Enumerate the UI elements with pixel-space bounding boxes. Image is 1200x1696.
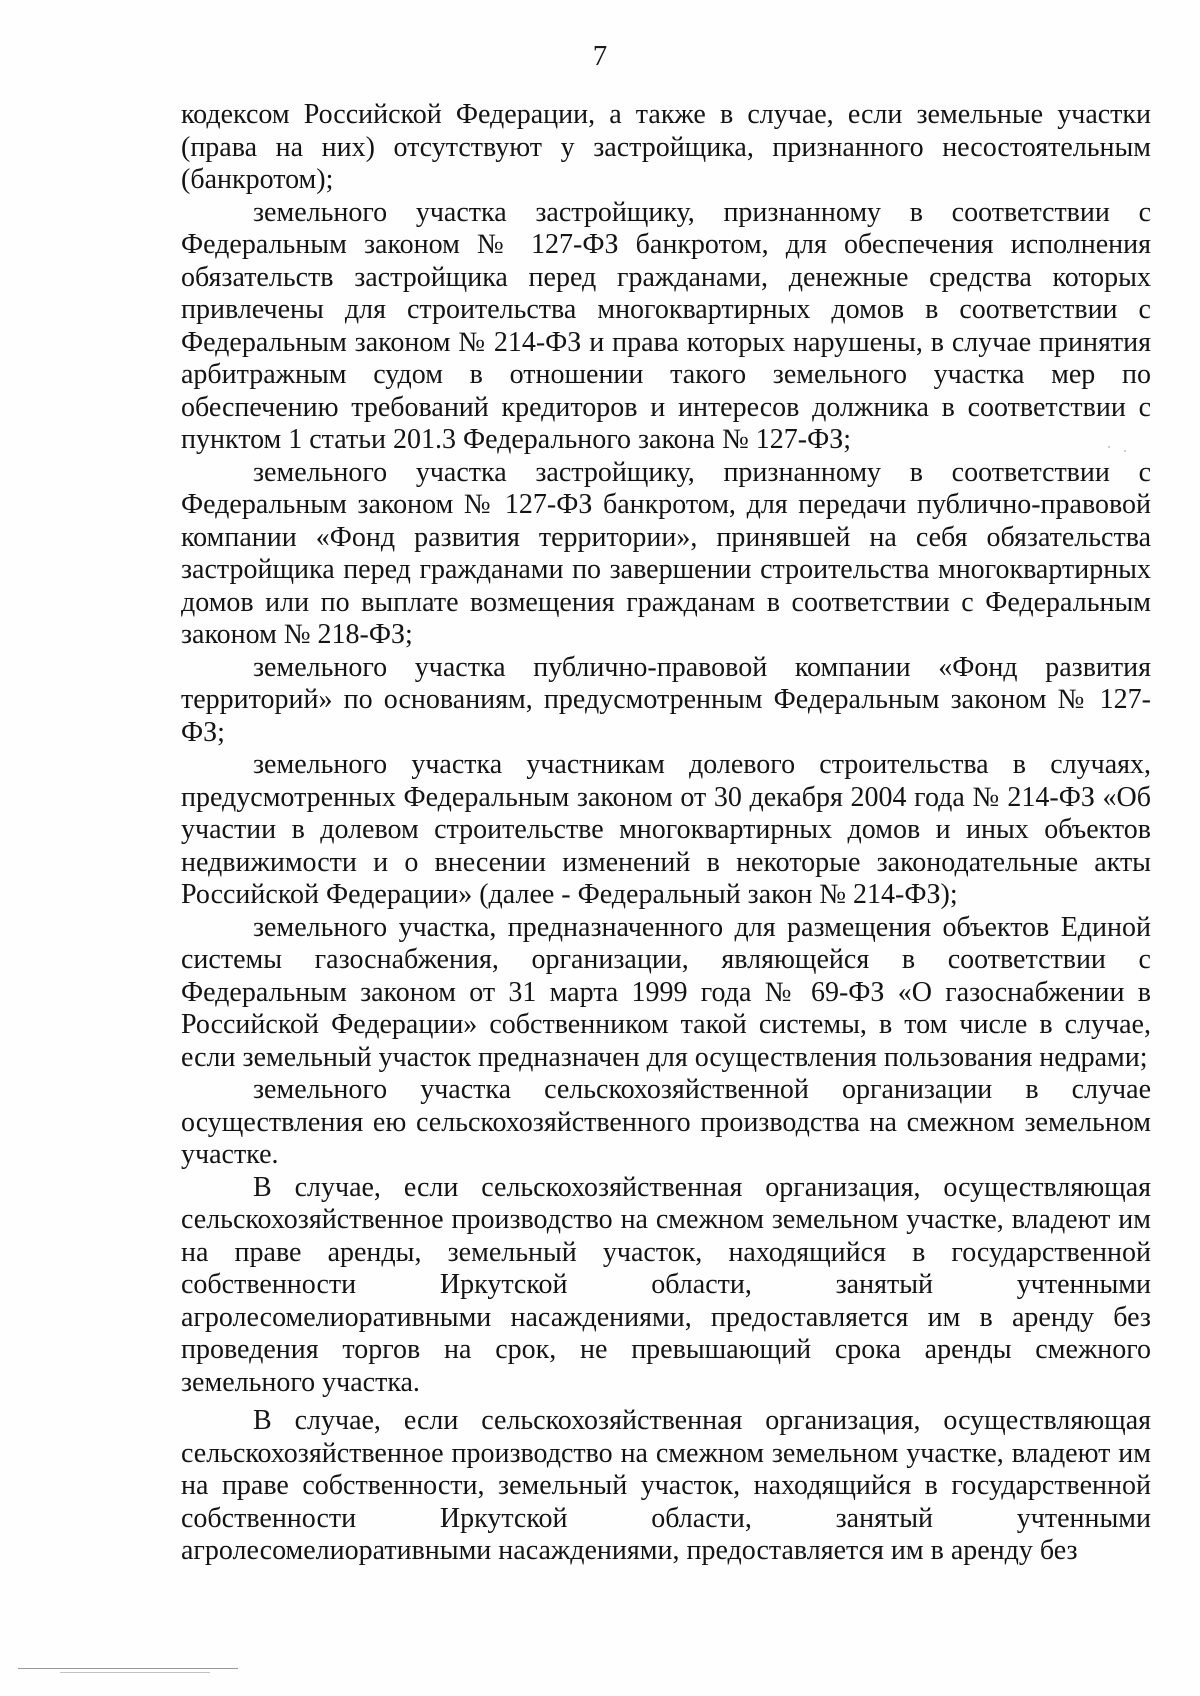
scan-artifact-line [60, 1672, 210, 1673]
paragraph-continuation: кодексом Российской Федерации, а также в случае, если земельные участки (права на них) отсутствуют у застройщика, признанного несостоятельным (банкротом); [181, 99, 1151, 195]
paragraph-lease-case: В случае, если сельскохозяйственная организация, осуществляющая сельскохозяйственное производство на смежном земельном участке, владеют им на праве аренды, земельный участок, находящийся в государственной собственности Иркутской области, занятый учтенными агролесомелиоративными насаждениями, предоставляется им в аренду без проведения торгов на срок, не превышающий срока аренды смежного земельного участка. [181, 1171, 1151, 1398]
paragraph-shared-construction-participants: земельного участка участникам долевого строительства в случаях, предусмотренных Федеральным законом от 30 декабря 2004 года № 214-ФЗ «Об участии в долевом строительстве многоквартирных домов и иных объектов недвижимости и о внесении изменений в некоторые законодательные акты Российской Федерации» (далее - Федеральный закон № 214-ФЗ); [181, 749, 1151, 910]
paragraph-agricultural-organization: земельного участка сельскохозяйственной организации в случае осуществления ею сельскохозяйственного производства на смежном земельном участке. [181, 1074, 1151, 1170]
paragraph-bankrupt-developer-fund-transfer: земельного участка застройщику, признанному в соответствии с Федеральным законом № 127-ФЗ банкротом, для передачи публично-правовой компании «Фонд развития территории», принявшей на себя обязательства застройщика перед гражданами по завершении строительства многоквартирных домов или по выплате возмещения гражданам в соответствии с Федеральным законом № 218-ФЗ; [181, 456, 1151, 650]
page-number: 7 [592, 40, 608, 72]
scan-artifact-line [18, 1668, 238, 1669]
scan-speck [1108, 446, 1110, 448]
scan-speck [1124, 450, 1126, 452]
paragraph-bankrupt-developer-obligations: земельного участка застройщику, признанному в соответствии с Федеральным законом № 127-ФЗ банкротом, для обеспечения исполнения обязательств застройщика перед гражданами, денежные средства которых привлечены для строительства многоквартирных домов в соответствии с Федеральным законом № 214-ФЗ и права которых нарушены, в случае принятия арбитражным судом в отношении такого земельного участка мер по обеспечению требований кредиторов и интересов должника в соответствии с пунктом 1 статьи 201.3 Федерального закона № 127-ФЗ; [181, 196, 1151, 455]
paragraph-ownership-case: В случае, если сельскохозяйственная организация, осуществляющая сельскохозяйственное производство на смежном земельном участке, владеют им на праве собственности, земельный участок, находящийся в государственной собственности Иркутской области, занятый учтенными агролесомелиоративными насаждениями, предоставляется им в аренду без [181, 1405, 1151, 1566]
paragraph-gas-supply-system: земельного участка, предназначенного для размещения объектов Единой системы газоснабжения, организации, являющейся в соответствии с Федеральным законом от 31 марта 1999 года № 69-ФЗ «О газоснабжении в Российской Федерации» собственником такой системы, в том числе в случае, если земельный участок предназначен для осуществления пользования недрами; [181, 911, 1151, 1073]
document-body [181, 99, 1151, 1568]
paragraph-fund-territory-development: земельного участка публично-правовой компании «Фонд развития территорий» по основаниям, предусмотренным Федеральным законом № 127-ФЗ; [181, 651, 1151, 748]
